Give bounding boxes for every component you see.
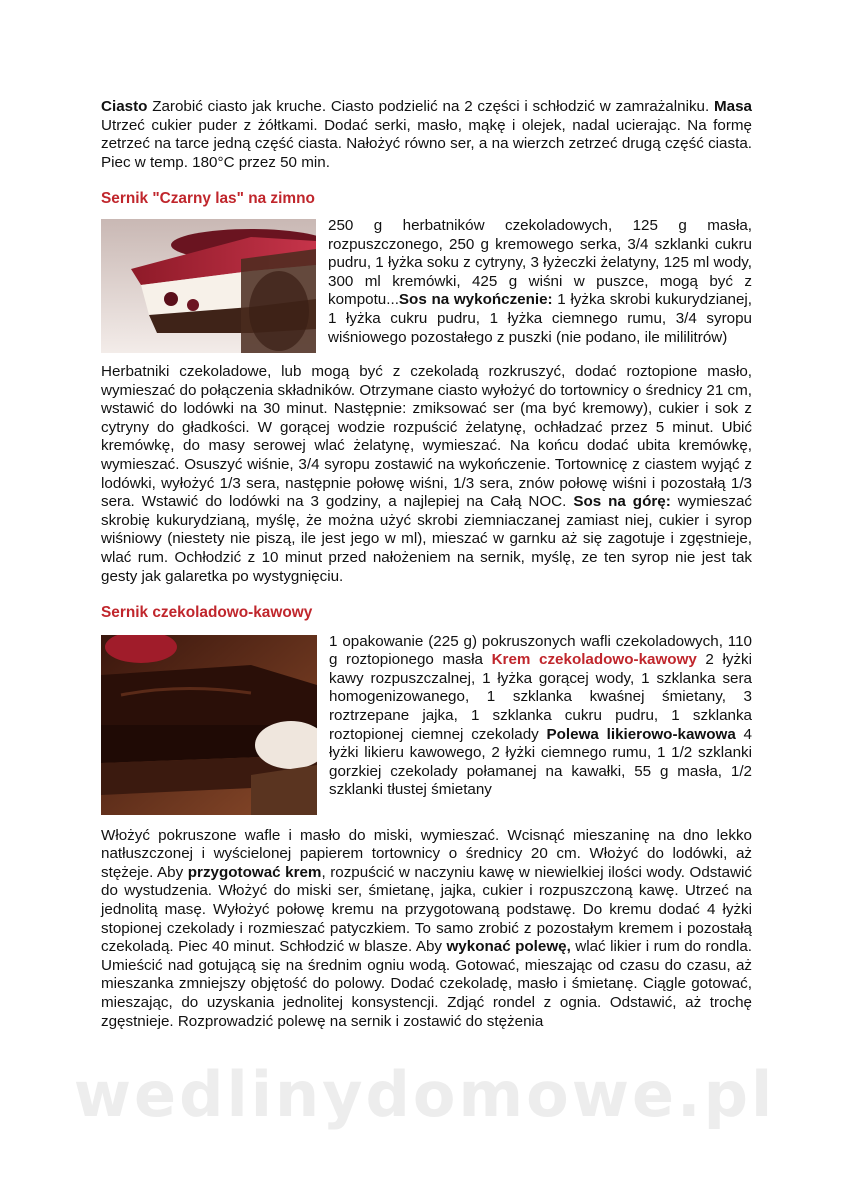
recipe2-ingredients-c: 4 łyżki likieru kawowego, 2 łyżki ciemnego rumu, 1 1/2 szklanki gorzkiej czekolady połamanej na kawałki, 55 g masła, 1/2 szklanki tłustej śmietany bbox=[329, 725, 752, 799]
recipe1-sauce-text: 1 łyżka skrobi kukurydzianej, 1 łyżka cukru pudru, 1 łyżka ciemnego rumu, 3/4 syropu wiśniowego pozostałego z puszki (nie podano, ile mililitrów) bbox=[328, 291, 752, 346]
masa-label: Masa bbox=[714, 98, 752, 115]
recipe1-method-text: Herbatniki czekoladowe, lub mogą być z czekoladą rozkruszyć, dodać roztopione masło, wymieszać do połączenia składników. Otrzymane ciasto wyłożyć do tortownicy o średnicy 21 cm, wstawić do lodówki na 30 minut. Następnie: zmiksować ser (ma być kremowy), cukier i sok z cytryny do gładkości. W gorącej wodzie rozpuścić żelatynę, ochładzać przez 5 minut. Ubić kremówkę, do masy serowej wlać żelatynę, wymieszać. Na końcu dodać ubita kremówkę, wymieszać. Osuszyć wiśnie, 3/4 syropu zostawić na wykończenie. Tortownicę z ciastem wyjąć z lodówki, wyłożyć 1/3 sera, następnie połowę wiśni, 1/3 sera, znów połowę wiśni i pozostałą 1/3 sera. Wstawić do lodówki na 3 godziny, a najlepiej na Całą NOC. bbox=[101, 362, 752, 511]
recipe1-photo bbox=[101, 219, 316, 353]
recipe1-ingredients bbox=[316, 217, 752, 347]
recipe1-method bbox=[101, 363, 752, 586]
intro-paragraph bbox=[101, 98, 752, 172]
watermark: wedlinydomowe.pl bbox=[73, 1058, 776, 1131]
recipe1-sauce-label: Sos na wykończenie: bbox=[398, 291, 553, 309]
recipe2-ingredients-b: 2 łyżki kawy rozpuszczalnej, 1 łyżka gorącej wody, 1 szklanka sera homogenizowanego, 1 szklanka kwaśnej śmietany, 3 roztrzepane jajka, 1 szklanka cukru pudru, 1 szklanka roztopionej ciemnej czekolady bbox=[329, 651, 752, 743]
recipe2-method-c: wlać likier i rum do rondla. Umieścić nad gotującą się na średnim ogniu wodą. Gotować, mieszając od czasu do czasu, aż mieszanka zmniejszy objętość do polowy. Dodać czekoladę, masło i śmietanę. Ciągle gotować, mieszając, do uzyskania jednolitej konsystencji. Zdjąć rondel z ognia. Odstawić, aż trochę zgęstnieje. Rozprowadzić polewę na sernik i zostawić do stężenia bbox=[101, 938, 752, 1030]
ciasto-text: Zarobić ciasto jak kruche. Ciasto podzielić na 2 części i schłodzić w zamrażalniku. bbox=[147, 98, 714, 115]
recipe2-title: Sernik czekoladowo-kawowy bbox=[101, 604, 313, 622]
recipe1-method-sauce-text: wymieszać skrobię kukurydzianą, myślę, że można użyć skrobi ziemniaczanej zamiast niej, cukier i syrop wiśniowy (niestety nie piszą, ile jest jego w ml), mieszać w garnku aż się zagotuje i zgęstnieje, wlać rum. Ochłodzić z 10 minut przed nałożeniem na sernik, myślę, ze ten syrop nie jest tak gesty jak galaretka po wystygnięciu. bbox=[101, 493, 752, 585]
ciasto-label: Ciasto bbox=[101, 98, 148, 115]
recipe2-method-a: Włożyć pokruszone wafle i masło do miski, wymieszać. Wcisnąć mieszaninę na dno lekko natłuszczonej i wyścielonej papierem tortownicy o średnicy 20 cm. Włożyć do lodówki, aż stężeje. Aby bbox=[101, 826, 752, 881]
document-page bbox=[101, 98, 752, 1031]
recipe2-ingredients bbox=[317, 633, 752, 800]
recipe2-cream-label: Krem czekoladowo-kawowy bbox=[491, 651, 697, 669]
recipe2-ingredients-block bbox=[101, 633, 752, 815]
recipe1-ingredients-block bbox=[101, 217, 752, 353]
masa-text: Utrzeć cukier puder z żółtkami. Dodać serki, masło, mąkę i olejek, nadal ucierając. Na formę zetrzeć na tarce jedną część ciasta. Nałożyć równo ser, a na wierzch zetrzeć drugą część ciasta. Piec w temp. 180°C przez 50 min. bbox=[101, 116, 752, 171]
recipe2-method-b: , rozpuścić w naczyniu kawę w niewielkiej ilości wody. Odstawić do wystudzenia. Włożyć do miski ser, śmietanę, jajka, cukier i rozpuszczoną kawę. Utrzeć na jednolitą masę. Wyłożyć połowę kremu na przygotowaną podstawę. Do kremu dodać 4 łyżki stopionej czekolady i rozmieszać patyczkiem. To samo zrobić z pozostałym kremem i pozostałą czekoladą. Piec 40 minut. Schłodzić w blasze. Aby bbox=[101, 863, 752, 956]
recipe2-glaze-label: Polewa likierowo-kawowa bbox=[546, 725, 736, 743]
recipe2-photo bbox=[101, 635, 317, 815]
recipe1-method-sauce-label: Sos na górę: bbox=[573, 493, 671, 511]
recipe2-method bbox=[101, 827, 752, 1032]
recipe2-ingredients-a: 1 opakowanie (225 g) pokruszonych wafli czekoladowych, 110 g roztopionego masła bbox=[329, 632, 752, 669]
recipe1-ingredients-text: 250 g herbatników czekoladowych, 125 g masła, rozpuszczonego, 250 g kremowego serka, 3/4 szklanki cukru pudru, 1 łyżka soku z cytryny, 3 łyżeczki żelatyny, 125 ml wody, 300 ml kremówki, 425 g wiśni w puszce, mogą być z kompotu... bbox=[328, 216, 752, 309]
recipe2-method-glaze-label: wykonać polewę, bbox=[446, 938, 571, 956]
recipe2-method-cream-label: przygotować krem bbox=[187, 863, 322, 881]
recipe1-title: Sernik "Czarny las" na zimno bbox=[101, 190, 315, 208]
